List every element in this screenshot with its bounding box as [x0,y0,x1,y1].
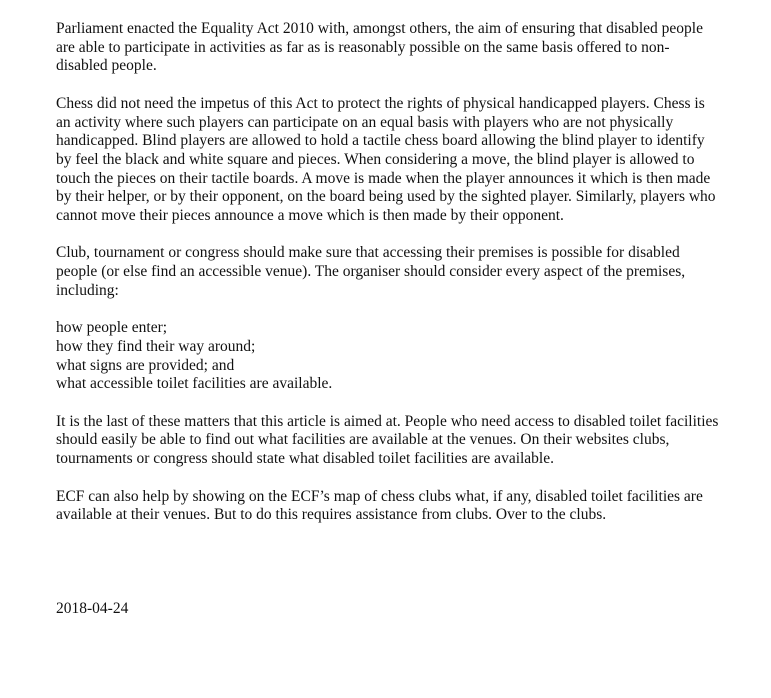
paragraph-premises: Club, tournament or congress should make sure that accessing their premises is possible for disabled people (or else find an accessible venue). The organiser should consider every aspect of the premises, including: [56,244,686,299]
premises-aspects-list [56,319,721,394]
paragraph-chess-handicapped: Chess did not need the impetus of this Act to protect the rights of physical handicapped players. Chess is an activity where such players can participate on an equal basis with players who are not physically handicapped. Blind players are allowed to hold a tactile chess board allowing the blind player to identify by feel the black and white square and pieces. When considering a move, the blind player is allowed to touch the pieces on their tactile boards. A move is made when the player announces it which is then made by their helper, or by their opponent, on the board being used by the sighted player. Similarly, players who cannot move their pieces announce a move which is then made by their opponent. [56,94,716,225]
article [56,20,721,618]
paragraph-toilet-facilities: It is the last of these matters that this article is aimed at. People who need access to disabled toilet facilities should easily be able to find out what facilities are available at the venues. On their websites clubs, tournaments or congress should state what disabled toilet facilities are available. [56,412,719,468]
spacer [56,544,721,600]
list-item: what accessible toilet facilities are available. [56,375,333,393]
list-item: what signs are provided; and [56,356,235,374]
paragraph-equality-act: Parliament enacted the Equality Act 2010 with, amongst others, the aim of ensuring that disabled people are able to participate in activities as far as is reasonably possible on the same basis offered to non-disabled people. [56,20,703,75]
list-item: how they find their way around; [56,337,256,355]
article-date: 2018-04-24 [56,599,129,617]
list-item: how people enter; [56,319,168,337]
paragraph-ecf-map: ECF can also help by showing on the ECF’s map of chess clubs what, if any, disabled toilet facilities are available at their venues. But to do this requires assistance from clubs. Over to the clubs. [56,487,703,524]
